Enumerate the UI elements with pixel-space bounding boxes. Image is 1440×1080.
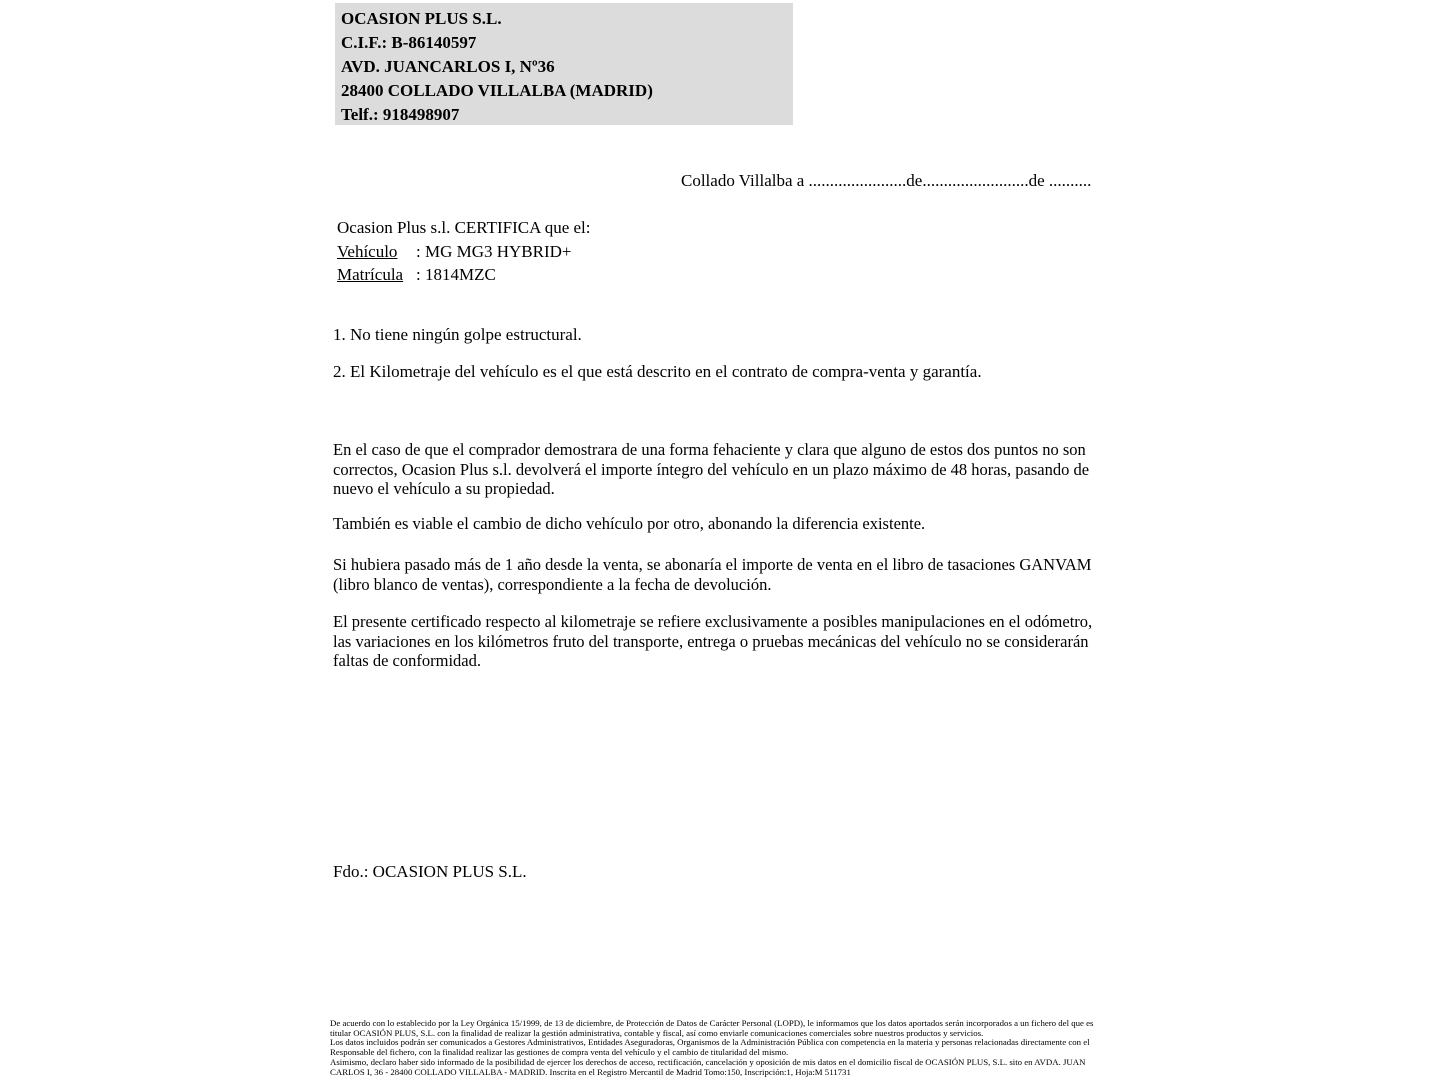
signature-line: Fdo.: OCASION PLUS S.L. (333, 862, 527, 881)
certification-block (337, 216, 591, 287)
footer-paragraph-lopd: De acuerdo con lo establecido por la Ley Orgánica 15/1999, de 13 de diciembre, de Protección de Datos de Carácter Personal (LOPD), le informamos que los datos aportados serán incorporados a un fichero del que es titular OCASIÓN PLUS, S.L. con la finalidad de realizar la gestión administrativa, contable y fiscal, así como enviarle comunicaciones comerciales sobre nuestros productos y servicios. (330, 1018, 1094, 1038)
vehicle-label: Vehículo (337, 241, 398, 261)
paragraph-odometer: El presente certificado respecto al kilometraje se refiere exclusivamente a posibles manipulaciones en el odómetro, las variaciones en los kilómetros fruto del transporte, entrega o pruebas mecánicas del vehículo no se considerarán faltas de conformidad. (333, 612, 1093, 671)
paragraph-ganvam: Si hubiera pasado más de 1 año desde la venta, se abonaría el importe de venta en el libro de tasaciones GANVAM (libro blanco de ventas), correspondiente a la fecha de devolución. (333, 555, 1092, 594)
company-header-box (335, 3, 793, 125)
footer-paragraph-rights: Asimismo, declaro haber sido informado de la posibilidad de ejercer los derechos de acceso, rectificación, cancelación y oposición de mis datos en el domicilio fiscal de OCASIÓN PLUS, S.L. sito en AVDA. JUAN CARLOS I, 36 - 28400 COLLADO VILLALBA - MADRID. Inscrita en el Registro Mercantil de Madrid Tomo:150, Inscripción:1, Hoja:M 511731 (330, 1056, 1086, 1077)
point-1: 1. No tiene ningún golpe estructural. (333, 325, 582, 344)
point-2: 2. El Kilometraje del vehículo es el que está descrito en el contrato de compra-venta y garantía. (333, 362, 982, 381)
plate-label: Matrícula (337, 265, 404, 284)
paragraph-exchange: También es viable el cambio de dicho vehículo por otro, abonando la diferencia existente. (333, 514, 926, 533)
company-address: AVD. JUANCARLOS I, Nº36 (341, 57, 555, 76)
vehicle-value: : MG MG3 HYBRID+ (416, 241, 572, 261)
vehicle-row (337, 240, 591, 264)
company-cif: C.I.F.: B-86140597 (341, 33, 477, 52)
company-name: OCASION PLUS S.L. (341, 9, 502, 28)
footer-paragraph-data-sharing: Los datos incluidos podrán ser comunicados a Gestores Administrativos, Entidades Aseguradoras, Organismos de la Administración Pública con competencia en la materia y personas relacionadas directamente con el Responsable del fichero, con la finalidad realizar las gestiones de compra venta del vehículo y el cambio de titularidad del mismo. (330, 1037, 1090, 1058)
plate-value: : 1814MZC (416, 265, 496, 284)
plate-row (337, 263, 591, 287)
company-city: 28400 COLLADO VILLALBA (MADRID) (341, 81, 653, 100)
company-phone: Telf.: 918498907 (341, 105, 460, 124)
certify-intro: Ocasion Plus s.l. CERTIFICA que el: (337, 218, 591, 237)
date-line: Collado Villalba a .......................de.........................de .......... (681, 171, 1092, 190)
legal-footer (330, 1019, 1102, 1077)
paragraph-refund: En el caso de que el comprador demostrara de una forma fehaciente y clara que alguno de estos dos puntos no son correctos, Ocasion Plus s.l. devolverá el importe íntegro del vehículo en un plazo máximo de 48 horas, pasando de nuevo el vehículo a su propiedad. (333, 440, 1090, 499)
